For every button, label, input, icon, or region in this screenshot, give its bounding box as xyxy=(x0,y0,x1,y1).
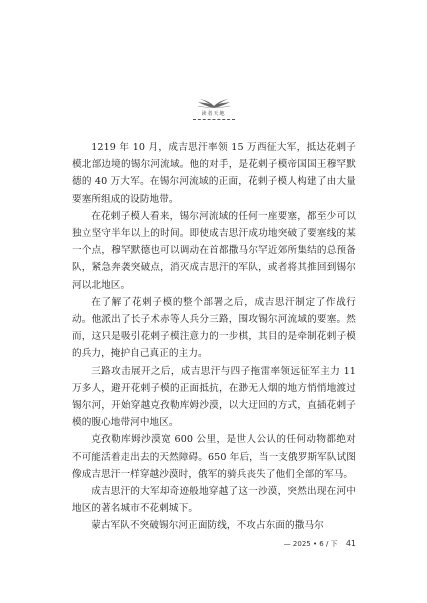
page-footer xyxy=(284,539,356,549)
article-paragraph: 在花剌子模人看来，锡尔河流域的任何一座要塞，都至少可以独立坚守半年以上的时间。即使成吉思汗成功地突破了要塞线的某一个点，穆罕默德也可以调动在首都撒马尔罕近郊所集结的总预备队，紧急奔袭突破点，消灭成吉思汗的军队，或者将其推回到锡尔河以北地区。 xyxy=(72,210,356,291)
article-paragraph: 蒙古军队不突破锡尔河正面防线，不攻占东面的撒马尔 xyxy=(91,520,324,532)
page-number: 41 xyxy=(345,539,356,548)
article-paragraph: 三路攻击展开之后，成吉思汗与四子拖雷率领远征军主力 11 万多人，避开花剌子模的正面抵抗，在渺无人烟的地方悄悄地渡过锡尔河，开始穿越克孜勒库姆沙漠，以大迂回的方式，直插花剌子模的腹心地带河中地区。 xyxy=(72,365,356,429)
section-label: 读者天地 xyxy=(201,111,226,117)
page-header xyxy=(0,98,427,122)
article-paragraph: 克孜勒库姆沙漠宽 600 公里，是世人公认的任何动物都绝对不可能活着走出去的天然障碍。650 年后，当一支俄罗斯军队试图像成吉思汗一样穿越沙漠时，俄军的骑兵丧失了他们全部的军马。 xyxy=(72,434,356,480)
wing-ornament-icon xyxy=(194,98,234,110)
issue-label: — 2025 • 6 / 下 xyxy=(283,540,338,548)
article-paragraph: 成吉思汗的大军却奇迹般地穿越了这一沙漠，突然出现在河中地区的著名城市不花剌城下。 xyxy=(72,486,356,515)
article-paragraph: 在了解了花剌子模的整个部署之后，成吉思汗制定了作战行动。他派出了长子术赤等人兵分三路，围攻锡尔河流域的要塞。然而，这只是吸引花剌子模注意力的一步棋，其目的是牵制花剌子模的兵力，掩护自己真正的主力。 xyxy=(72,296,356,360)
header-dashed-rule xyxy=(193,119,235,122)
article-paragraph: 1219 年 10 月，成吉思汗率领 15 万西征大军，抵达花剌子模北部边境的锡尔河流域。他的对手，是花剌子模帝国国王穆罕默德的 40 万大军。在锡尔河流域的正面，花剌子模人构建了由大量要塞所组成的设防地带。 xyxy=(72,142,356,205)
article-body xyxy=(72,139,356,535)
